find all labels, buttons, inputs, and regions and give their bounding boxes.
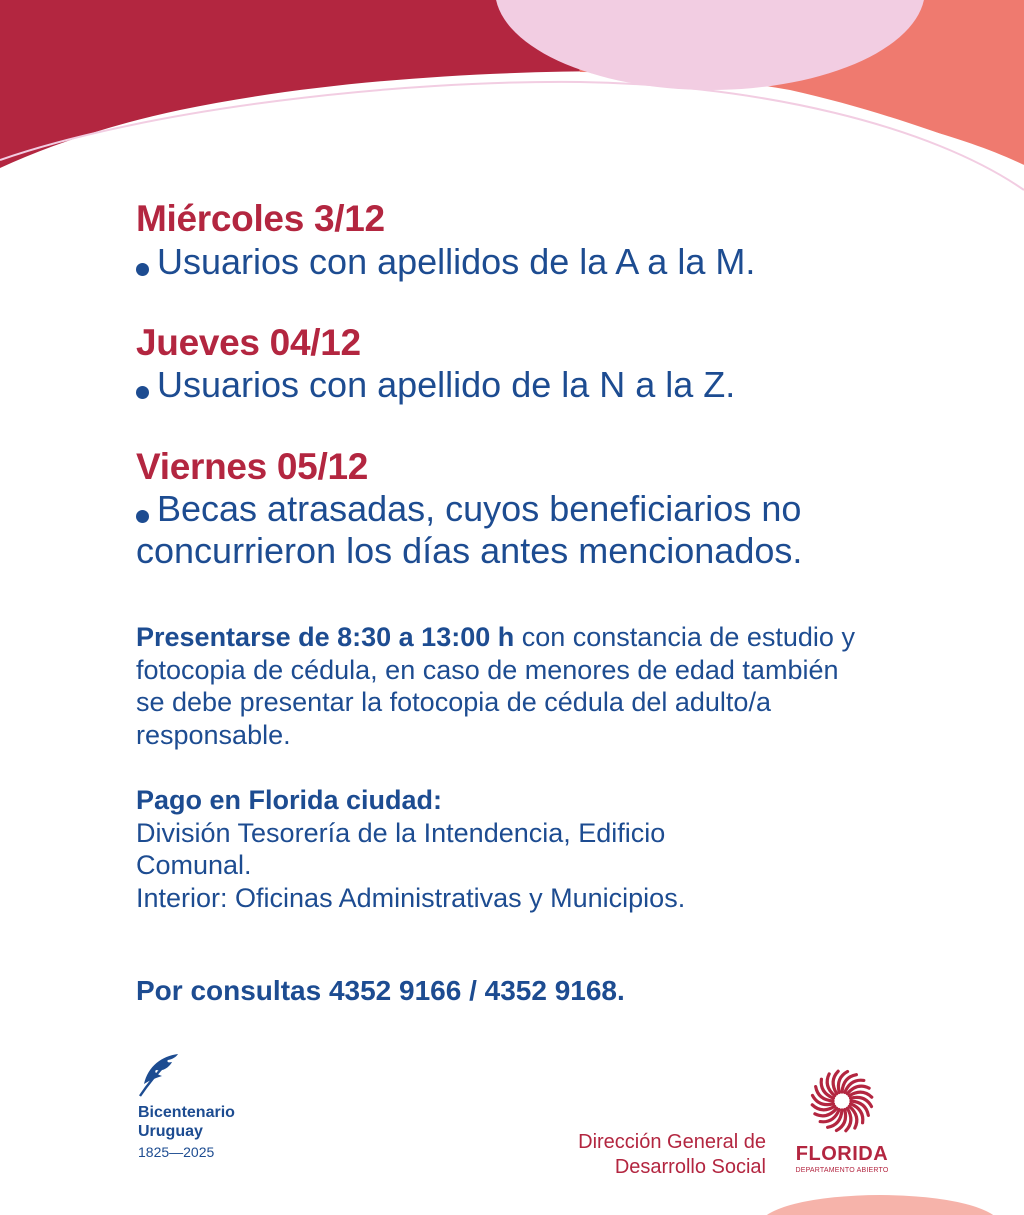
day-title-wednesday: Miércoles 3/12 — [136, 198, 385, 239]
pago-title: Pago en Florida ciudad: — [136, 785, 443, 815]
bicentenario-logo — [138, 1052, 288, 1160]
bullet-icon — [136, 386, 149, 399]
bicentenario-line-2: Uruguay — [138, 1123, 203, 1140]
day-title-thursday: Jueves 04/12 — [136, 322, 361, 363]
pago-block — [136, 784, 776, 914]
bullet-icon — [136, 510, 149, 523]
bullet-icon — [136, 263, 149, 276]
florida-logo — [790, 1068, 894, 1174]
day-text-wednesday: Usuarios con apellidos de la A a la M. — [136, 241, 755, 283]
contact-phones: Por consultas 4352 9166 / 4352 9168. — [136, 975, 625, 1006]
florida-name: FLORIDA — [795, 1143, 889, 1165]
direccion-text: Dirección General de Desarrollo Social — [578, 1131, 766, 1178]
sunburst-icon — [809, 1068, 875, 1134]
bicentenario-years: 1825—2025 — [138, 1144, 215, 1160]
bicentenario-line-1: Bicentenario — [138, 1104, 235, 1121]
florida-sub: DEPARTAMENTO ABIERTO — [795, 1167, 889, 1174]
day-text-thursday: Usuarios con apellido de la N a la Z. — [136, 364, 735, 406]
pago-line-2: Interior: Oficinas Administrativas y Municipios. — [136, 882, 686, 913]
presentarse-paragraph: Presentarse de 8:30 a 13:00 h con constancia de estudio y fotocopia de cédula, en caso de menores de edad también se debe presentar la fotocopia de cédula del adulto/a responsable. — [136, 622, 855, 750]
day-title-friday: Viernes 05/12 — [136, 446, 368, 487]
day-text-friday: Becas atrasadas, cuyos beneficiarios no concurrieron los días antes mencionados. — [136, 488, 803, 571]
pago-line-1: División Tesorería de la Intendencia, Edificio Comunal. — [136, 817, 666, 880]
feather-icon — [138, 1052, 180, 1098]
